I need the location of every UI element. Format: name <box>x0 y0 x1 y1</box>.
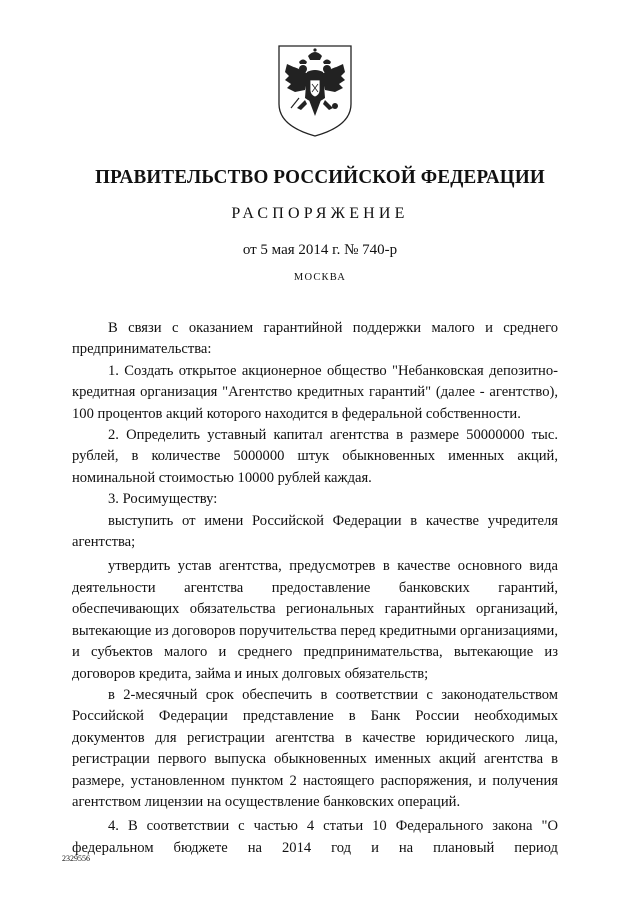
document-type: РАСПОРЯЖЕНИЕ <box>231 205 409 222</box>
document-body <box>72 318 558 859</box>
document-date-number: от 5 мая 2014 г. № 740-р <box>242 242 398 258</box>
paragraph-item-4: 4. В соответствии с частью 4 статьи 10 Федерального закона "О федеральном бюджете на 2014 год и на плановый период <box>72 818 558 856</box>
government-title: ПРАВИТЕЛЬСТВО РОССИЙСКОЙ ФЕДЕРАЦИИ <box>95 166 545 188</box>
paragraph-item-3-b: утвердить устав агентства, предусмотрев в качестве основного вида деятельности агентства предоставление банковских гарантий, обеспечивающих обязательства региональных гарантийных организаций, вытекающие из договоров поручительства перед кредитными организациями, и субъектов малого и среднего предпринимательства, вытекающие из договоров кредита, займа и иных долговых обязательств; <box>72 558 558 682</box>
paragraph-item-1: 1. Создать открытое акционерное общество "Небанковская депозитно-кредитная организация "Агентство кредитных гарантий" (далее - агентство), 100 процентов акций которого находится в федеральной собственности. <box>72 362 558 422</box>
paragraph-item-3: 3. Росимуществу: <box>108 491 218 508</box>
paragraph-item-2: 2. Определить уставный капитал агентства в размере 50000000 тыс. рублей, в количестве 5000000 штук обыкновенных именных акций, номинальной стоимостью 10000 рублей каждая. <box>72 427 558 486</box>
paragraph-item-3-c: в 2-месячный срок обеспечить в соответствии с законодательством Российской Федерации представление в Банк России необходимых документов для регистрации агентства в качестве юридического лица, регистрации первого выпуска обыкновенных именных акций агентства в размере, установленном пунктом 2 настоящего распоряжения, и получения агентством лицензии на осуществление банковских операций. <box>72 686 558 810</box>
intro-paragraph: В связи с оказанием гарантийной поддержки малого и среднего предпринимательства: <box>72 320 558 358</box>
document-code: 2329556 <box>62 854 90 863</box>
emblem-icon <box>275 42 355 140</box>
paragraph-item-3-a: выступить от имени Российской Федерации в качестве учредителя агентства; <box>72 512 558 551</box>
document-city: МОСКВА <box>293 272 347 283</box>
